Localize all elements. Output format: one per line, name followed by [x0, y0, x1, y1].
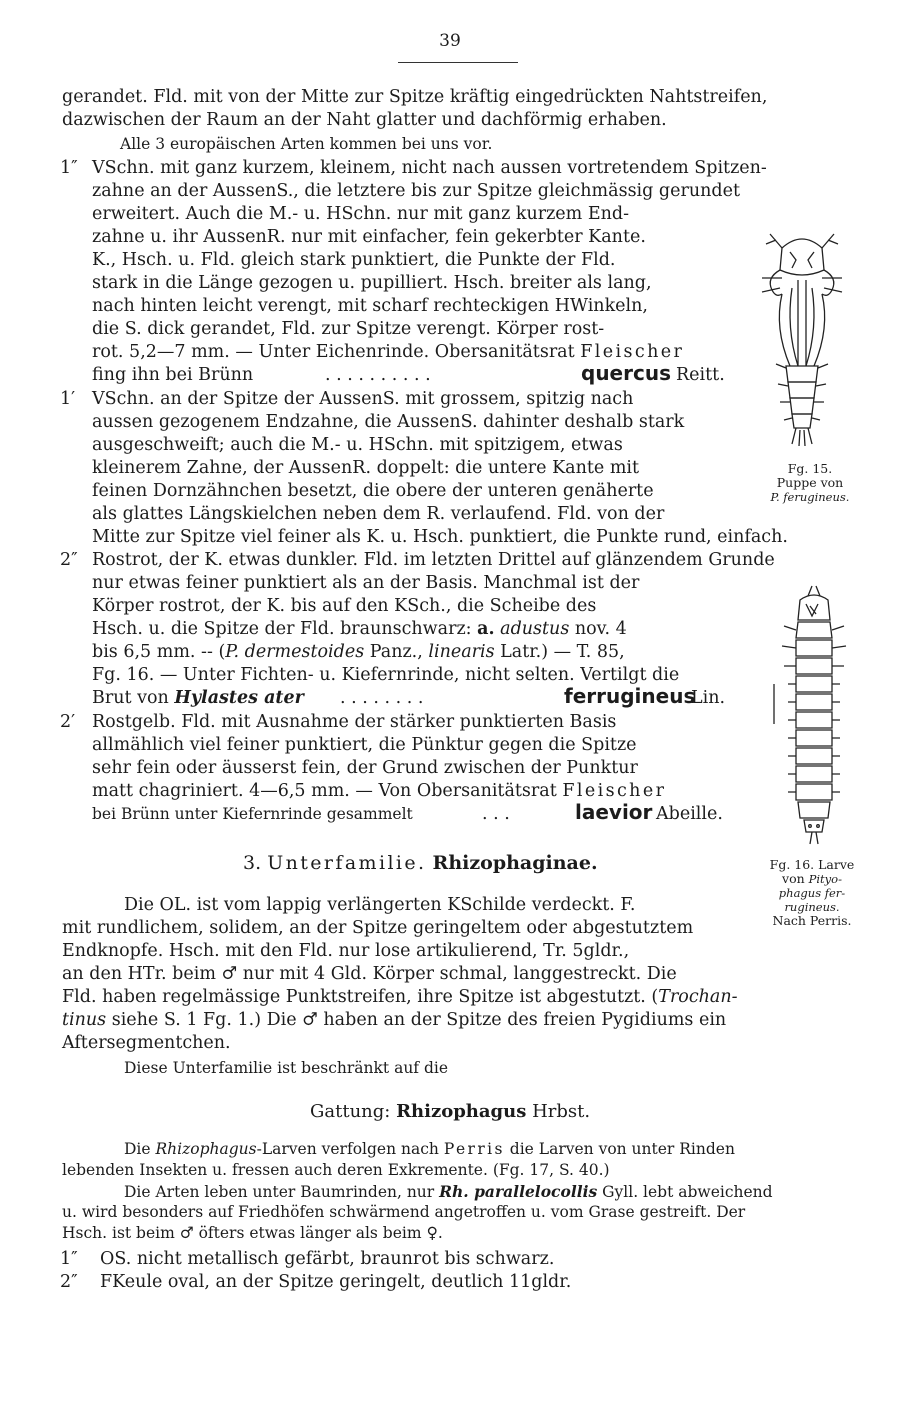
- key-number: 2″: [60, 1272, 78, 1292]
- genus-name: Pityo-: [808, 872, 842, 886]
- text-line: FKeule oval, an der Spitze geringelt, deutlich 11gldr.: [100, 1272, 572, 1292]
- text-line: Rostrot, der K. etwas dunkler. Fld. im letzten Drittel auf glänzendem Grunde: [92, 550, 775, 570]
- figure-caption-species: rugineus.: [784, 900, 840, 914]
- text-span: Hsch. u. die Spitze der Fld. braunschwarz:: [92, 619, 478, 639]
- text-span: bis 6,5 mm. -- (: [92, 642, 226, 662]
- text-span: matt chagriniert. 4—6,5 mm. — Von Obersanitätsrat: [92, 781, 563, 801]
- text-line: Fg. 16. — Unter Fichten- u. Kiefernrinde, nicht selten. Vertilgt die: [92, 665, 680, 685]
- key-number: 2′: [60, 712, 76, 732]
- text-span: die Larven von unter Rinden: [504, 1140, 735, 1158]
- female-symbol: ♀: [426, 1224, 438, 1242]
- figure-caption: [762, 858, 862, 928]
- male-symbol: ♂: [179, 1224, 194, 1242]
- text-line: dazwischen der Raum an der Naht glatter und dachförmig erhaben.: [62, 110, 667, 130]
- species-name-inline: Rh. parallelocollis: [439, 1182, 598, 1201]
- text-line: erweitert. Auch die M.- u. HSchn. nur mit ganz kurzem End-: [92, 204, 629, 224]
- text-line: [62, 1222, 443, 1245]
- text-line: als glattes Längskielchen neben dem R. verlaufend. Fld. von der: [92, 504, 665, 524]
- text-line: K., Hsch. u. Fld. gleich stark punktiert, die Punkte der Fld.: [92, 250, 616, 270]
- text-span: Die: [124, 1140, 156, 1158]
- text-span: Brut von: [92, 688, 175, 708]
- species-author: Abeille.: [656, 804, 723, 824]
- text-span: Hsch. ist beim: [62, 1224, 180, 1242]
- species-name: laevior: [575, 800, 653, 824]
- text-span: Fld. haben regelmässige Punktstreifen, ihre Spitze ist abgestutzt. (: [62, 987, 659, 1007]
- species-name: quercus: [581, 361, 671, 385]
- text-line: [92, 618, 627, 641]
- variety-name: adustus: [500, 619, 570, 639]
- figure-caption: [760, 462, 860, 504]
- text-span: Panz.,: [364, 642, 429, 662]
- synonym-name: linearis: [428, 642, 495, 662]
- text-line: [124, 1138, 735, 1161]
- text-line: [62, 963, 677, 986]
- text-line: zahne u. ihr AussenR. nur mit einfacher, fein gekerbter Kante.: [92, 227, 646, 247]
- genus-name: tinus: [62, 1010, 107, 1030]
- key-number: 2″: [60, 550, 78, 570]
- text-line: feinen Dornzähnchen besetzt, die obere der unteren genäherte: [92, 481, 654, 501]
- text-line: lebenden Insekten u. fressen auch deren Exkremente. (Fg. 17, S. 40.): [62, 1161, 610, 1179]
- synonym-name: P. dermestoides: [225, 642, 365, 662]
- genus-author: Hrbst.: [532, 1101, 591, 1122]
- text-line: Alle 3 europäischen Arten kommen bei uns vor.: [120, 135, 493, 153]
- figure-label: Fg. 16. Larve: [769, 857, 855, 872]
- text-line: nach hinten leicht verengt, mit scharf rechteckigen HWinkeln,: [92, 296, 648, 316]
- text-span: .: [437, 1224, 443, 1242]
- figure-caption-species: phagus fer-: [778, 886, 846, 900]
- species-author: Lin.: [691, 688, 726, 708]
- text-line: u. wird besonders auf Friedhöfen schwärmend angetroffen u. vom Grase gestreift. Der: [62, 1203, 746, 1221]
- text-line: Rostgelb. Fld. mit Ausnahme der stärker punktierten Basis: [92, 712, 617, 732]
- figure-caption-line: [762, 872, 862, 886]
- text-line: zahne an der AussenS., die letztere bis zur Spitze gleichmässig gerundet: [92, 181, 740, 201]
- genus-label: Gattung:: [310, 1101, 391, 1122]
- text-line: [92, 687, 304, 710]
- leader-dots: . . .: [482, 804, 510, 824]
- male-symbol: ♂: [221, 964, 238, 984]
- genus-heading: [310, 1100, 590, 1123]
- text-line: die S. dick gerandet, Fld. zur Spitze verengt. Körper rost-: [92, 319, 605, 339]
- text-line: stark in die Länge gezogen u. pupilliert. Hsch. breiter als lang,: [92, 273, 652, 293]
- species-name: ferrugineus: [564, 684, 696, 708]
- text-span: siehe S. 1 Fg. 1.) Die: [106, 1010, 303, 1030]
- text-span: Latr.) — T. 85,: [494, 642, 625, 662]
- species-author: Reitt.: [676, 365, 725, 385]
- text-line: [62, 986, 738, 1009]
- genus-name: Rhizophagus: [155, 1140, 257, 1158]
- text-line: VSchn. an der Spitze der AussenS. mit grossem, spitzig nach: [92, 389, 634, 409]
- text-line: sehr fein oder äusserst fein, der Grund zwischen der Punktur: [92, 758, 638, 778]
- text-line: ausgeschweift; auch die M.- u. HSchn. mit spitzigem, etwas: [92, 435, 623, 455]
- figure-caption-line: Puppe von: [776, 475, 844, 490]
- pupa-illustration: [752, 218, 852, 458]
- figure-label: Fg. 15.: [787, 461, 833, 476]
- text-line: aussen gezogenem Endzahne, die AussenS. dahinter deshalb stark: [92, 412, 685, 432]
- text-line: nur etwas feiner punktiert als an der Basis. Manchmal ist der: [92, 573, 640, 593]
- text-span: nur mit 4 Gld. Körper schmal, langgestreckt. Die: [237, 964, 677, 984]
- subfamily-label: Unterfamilie.: [267, 852, 427, 874]
- host-species-name: Hylastes ater: [174, 688, 304, 708]
- genus-title: Rhizophagus: [396, 1101, 527, 1122]
- text-span: Die Arten leben unter Baumrinden, nur: [124, 1183, 440, 1201]
- text-line: [92, 641, 625, 664]
- leader-dots: . . . . . . . .: [340, 688, 424, 708]
- figure-caption-source: Nach Perris.: [772, 913, 852, 928]
- author-name: Perris: [443, 1140, 505, 1158]
- header-rule: [398, 62, 518, 63]
- text-span: haben an der Spitze des freien Pygidiums ein: [317, 1010, 727, 1030]
- larva-illustration: [772, 582, 856, 852]
- text-line: Mitte zur Spitze viel feiner als K. u. Hsch. punktiert, die Punkte rund, einfach.: [92, 527, 788, 547]
- text-line: mit rundlichem, solidem, an der Spitze geringeltem oder abgestutztem: [62, 918, 694, 938]
- text-line: Körper rostrot, der K. bis auf den KSch., die Scheibe des: [92, 596, 597, 616]
- text-span: -Larven verfolgen nach: [256, 1140, 444, 1158]
- text-span: von: [782, 871, 809, 886]
- text-line: Diese Unterfamilie ist beschränkt auf die: [124, 1059, 449, 1077]
- subfamily-name: Rhizophaginae.: [432, 852, 598, 874]
- text-span: rot. 5,2—7 mm. — Unter Eichenrinde. Obersanitätsrat: [92, 342, 581, 362]
- collector-name: Fleischer: [562, 781, 667, 801]
- male-symbol: ♂: [302, 1010, 318, 1030]
- text-line: Aftersegmentchen.: [62, 1033, 231, 1053]
- key-number: 1″: [60, 1249, 78, 1269]
- text-span: Gyll. lebt abweichend: [597, 1183, 773, 1201]
- text-line: kleinerem Zahne, der AussenR. doppelt: die untere Kante mit: [92, 458, 640, 478]
- text-line: Endknopfe. Hsch. mit den Fld. nur lose artikulierend, Tr. 5gldr.,: [62, 941, 630, 961]
- text-line: Die OL. ist vom lappig verlängerten KSchilde verdeckt. F.: [124, 895, 636, 915]
- scale-bar: [770, 684, 778, 724]
- key-number: 1″: [60, 158, 78, 178]
- text-line: bei Brünn unter Kiefernrinde gesammelt: [92, 805, 413, 823]
- subfamily-heading: [243, 852, 598, 875]
- collector-name: Fleischer: [580, 342, 685, 362]
- genus-name: Trochan-: [658, 987, 738, 1007]
- text-line: [62, 1009, 726, 1032]
- key-number: 1′: [60, 389, 76, 409]
- subfamily-number: 3.: [243, 852, 262, 874]
- text-line: OS. nicht metallisch gefärbt, braunrot bis schwarz.: [100, 1249, 555, 1269]
- text-span: an den HTr. beim: [62, 964, 222, 984]
- text-line: gerandet. Fld. mit von der Mitte zur Spitze kräftig eingedrückten Nahtstreifen,: [62, 87, 768, 107]
- variety-marker: a.: [477, 619, 495, 639]
- text-line: allmählich viel feiner punktiert, die Pünktur gegen die Spitze: [92, 735, 637, 755]
- text-line: VSchn. mit ganz kurzem, kleinem, nicht nach aussen vortretendem Spitzen-: [92, 158, 767, 178]
- text-span: nov. 4: [569, 619, 627, 639]
- text-span: öfters etwas länger als beim: [193, 1224, 427, 1242]
- figure-caption-species: P. ferugineus.: [770, 490, 850, 504]
- leader-dots: . . . . . . . . . .: [325, 365, 431, 385]
- text-line: fing ihn bei Brünn: [92, 365, 254, 385]
- page-number: 39: [439, 31, 461, 51]
